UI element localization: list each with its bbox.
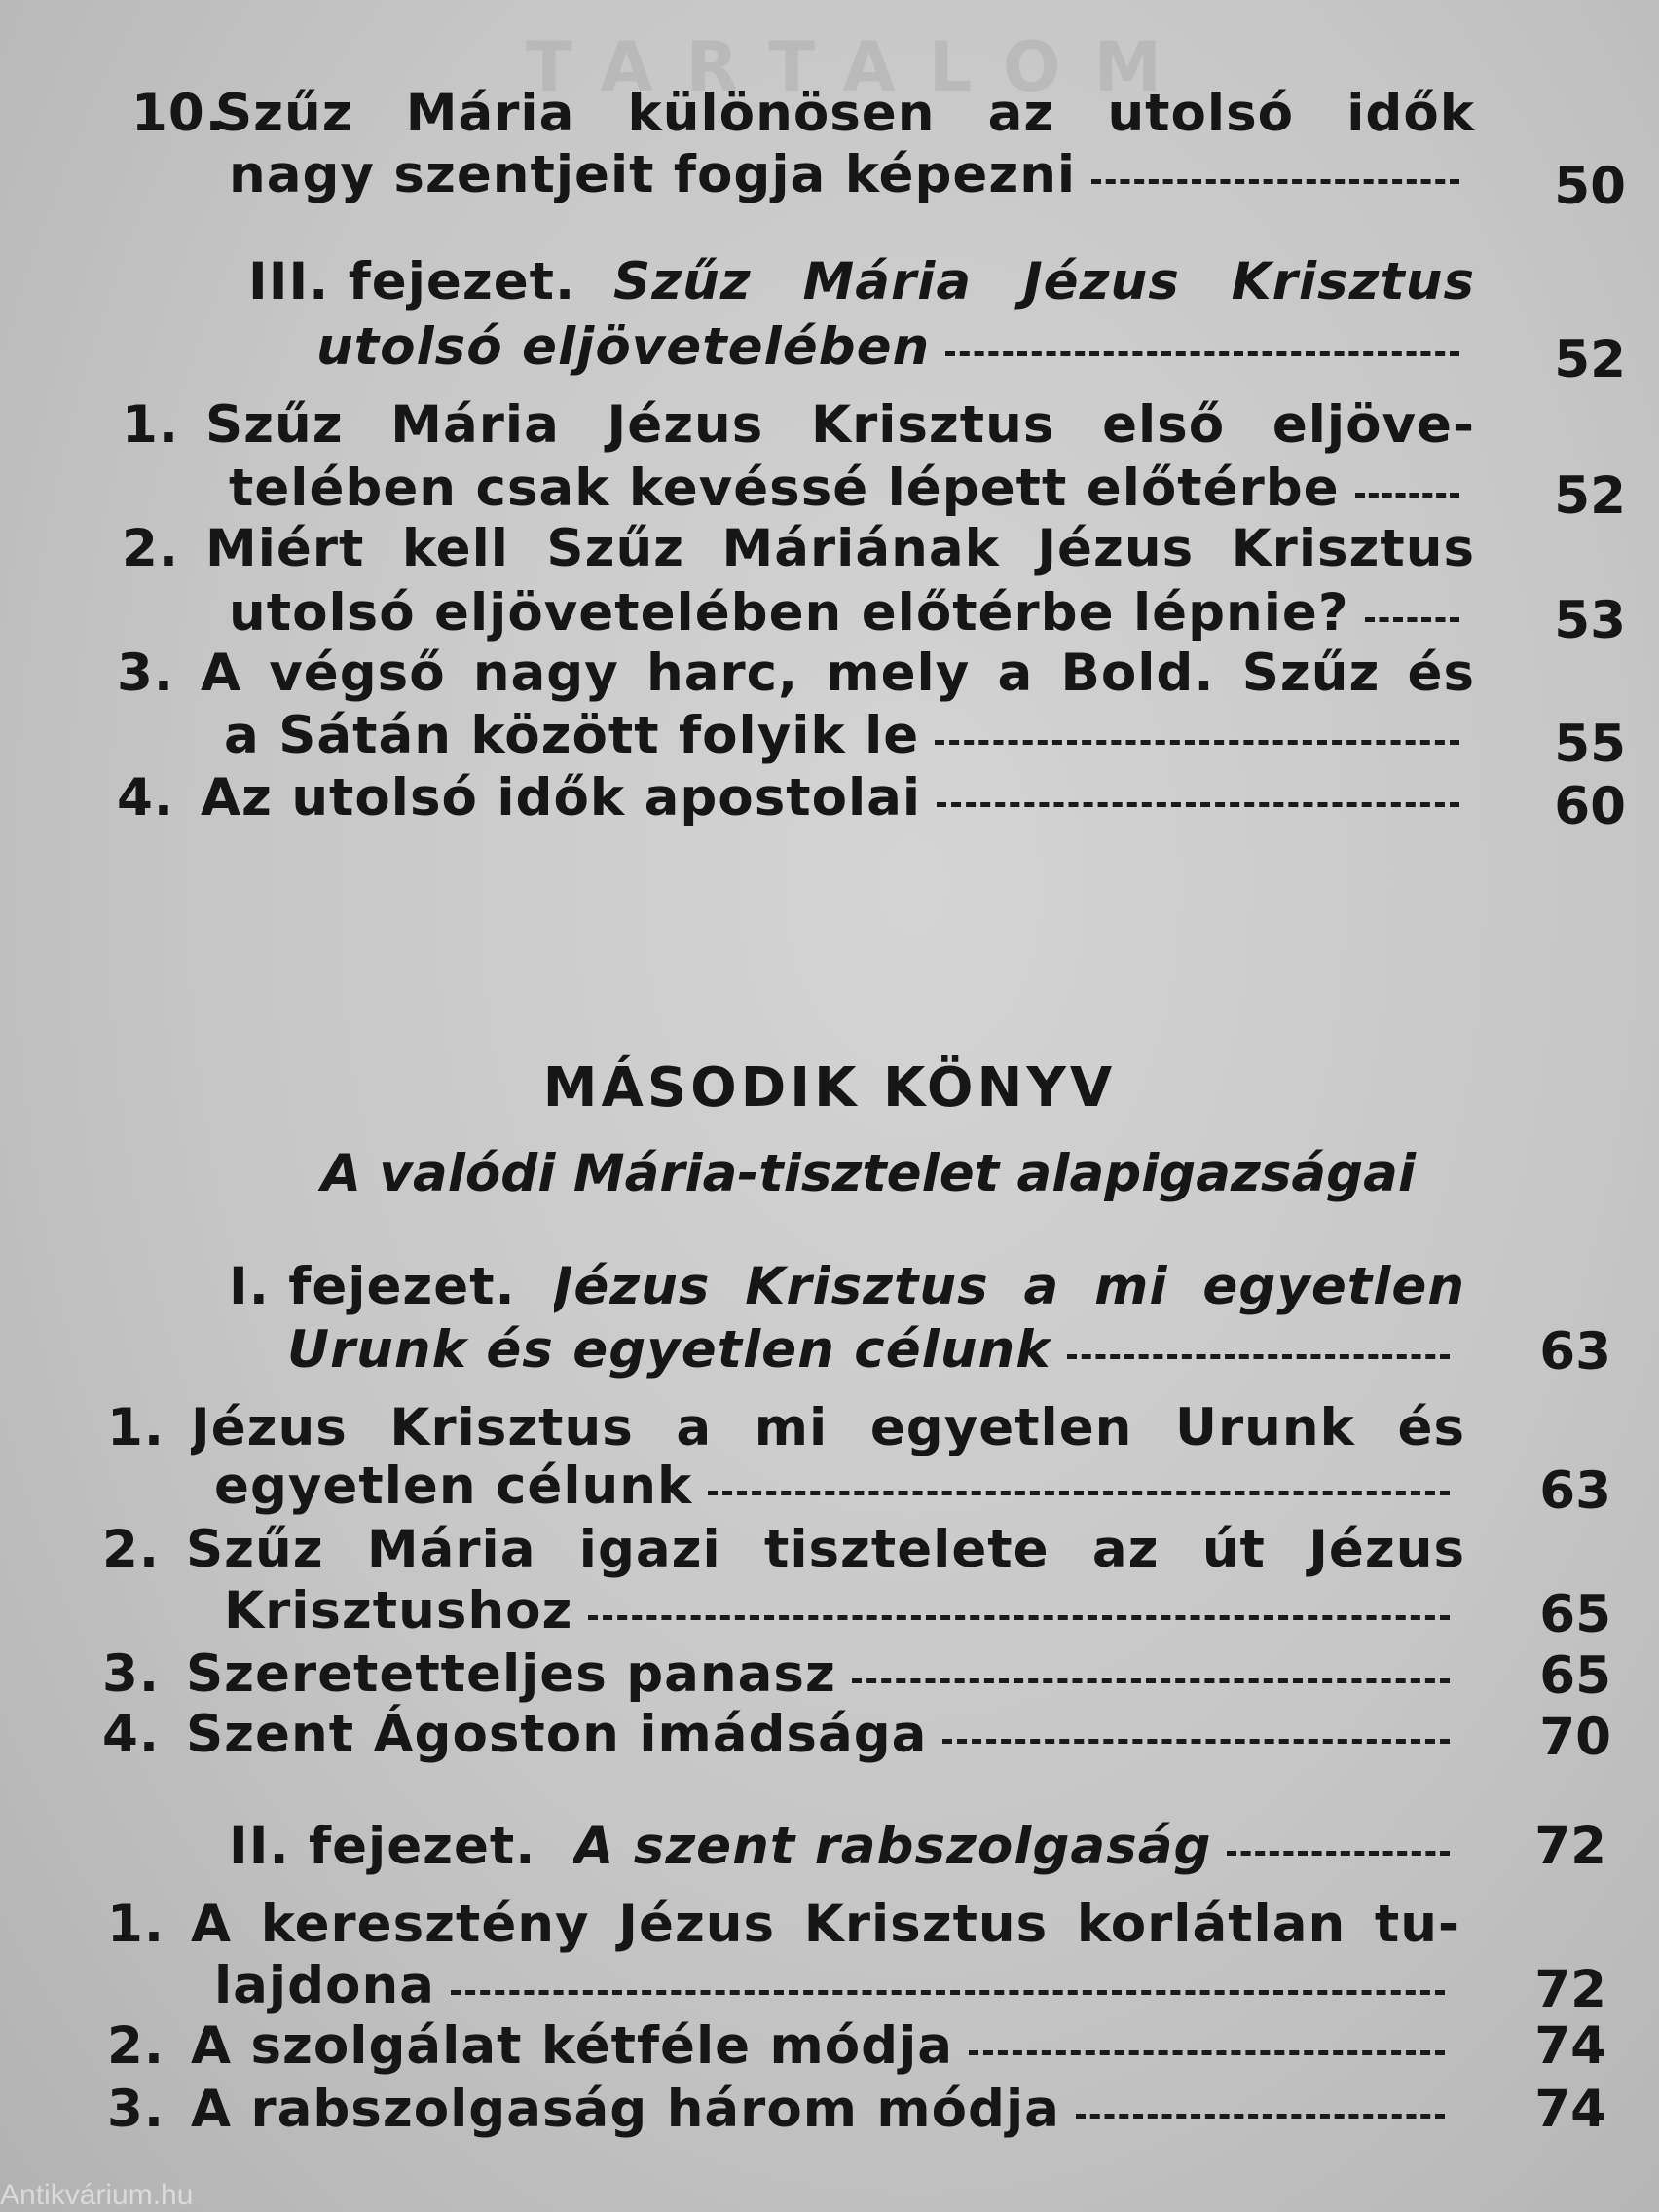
dash-leader [942, 1739, 1450, 1744]
toc-entry: 2. Szűz Mária igazi tisztelete az út Jézus [102, 1520, 1465, 1579]
toc-entry-cont: lajdona [214, 1955, 1460, 2017]
dash-leader [1067, 1354, 1450, 1359]
chapter-title: Urunk és egyetlen célunk [287, 1320, 1051, 1380]
page-number: 72 [1534, 1817, 1606, 1876]
page-number: 52 [1554, 466, 1626, 526]
toc-entry: 1. A keresztény Jézus Krisztus korlátlan tu- [107, 1895, 1460, 1954]
toc-entry-text: nagy szentjeit fogja képezni [229, 145, 1077, 204]
toc-entry-10-cont [229, 144, 1475, 206]
chapter-heading [248, 251, 1475, 313]
dash-leader [852, 1678, 1450, 1683]
dash-leader [935, 740, 1459, 745]
page-number: 50 [1554, 157, 1626, 216]
toc-entry: 3. A végső nagy harc, mely a Bold. Szűz és [117, 644, 1475, 703]
toc-entry-text: Szűz Mária különösen az utolsó idők [215, 84, 1475, 143]
bleed-through-header: TARTALOM [526, 27, 1196, 107]
toc-entry-cont: a Sátán között folyik le [224, 705, 1475, 767]
chapter-title: Jézus Krisztus a mi egyetlen [553, 1257, 1465, 1316]
toc-entry: 2. A szolgálat kétféle módja [107, 2015, 1460, 2078]
dash-leader [969, 2050, 1445, 2055]
toc-entry-10: 10. Szűz Mária különösen az utolsó idők [131, 84, 1475, 143]
dash-leader [1227, 1851, 1450, 1856]
dash-leader [937, 802, 1459, 807]
chapter-heading [229, 1256, 1465, 1318]
chapter-label: II. fejezet. [229, 1817, 536, 1876]
page-number: 63 [1539, 1322, 1611, 1382]
dash-leader [1355, 493, 1459, 498]
dash-leader [1076, 2114, 1445, 2119]
chapter-heading [229, 1816, 1465, 1878]
dash-leader [588, 1615, 1450, 1620]
page-number: 74 [1534, 2080, 1606, 2139]
toc-entry-cont: telében csak kevéssé lépett előtérbe [229, 458, 1475, 520]
toc-entry: 1. Jézus Krisztus a mi egyetlen Urunk és [107, 1398, 1465, 1457]
dash-leader [1091, 179, 1459, 184]
chapter-heading-cont [316, 316, 1475, 379]
dash-leader [451, 1990, 1445, 1995]
page-number: 55 [1554, 715, 1626, 774]
chapter-title: Szűz Mária Jézus Krisztus [613, 252, 1475, 312]
page-number: 60 [1554, 777, 1626, 836]
toc-entry: 4. Szent Ágoston imádsága [102, 1704, 1465, 1766]
toc-entry: 2. Miért kell Szűz Máriának Jézus Krisztus [122, 519, 1475, 578]
chapter-label: I. fejezet. [229, 1257, 516, 1316]
page-number: 65 [1539, 1585, 1611, 1644]
book-subtitle: A valódi Mária-tisztelet alapigazságai [320, 1144, 1417, 1203]
chapter-title: A szent rabszolgaság [573, 1817, 1212, 1876]
toc-entry-cont: utolsó eljövetelében előtérbe lépnie? [229, 582, 1475, 645]
watermark: Antikvárium.hu [0, 2179, 194, 2211]
toc-entry-cont: egyetlen célunk [214, 1456, 1465, 1518]
page-number: 52 [1554, 330, 1626, 389]
toc-entry: 1. Szűz Mária Jézus Krisztus első eljöve- [122, 395, 1475, 455]
dash-leader [708, 1491, 1450, 1495]
page-number: 72 [1534, 1960, 1606, 2019]
page-number: 70 [1539, 1708, 1611, 1767]
toc-entry: 3. A rabszolgaság három módja [107, 2079, 1460, 2141]
book-title: MÁSODIK KÖNYV [542, 1056, 1117, 1120]
toc-entry-cont: Krisztushoz [224, 1580, 1465, 1642]
page-number: 65 [1539, 1646, 1611, 1706]
chapter-title: utolsó eljövetelében [316, 317, 931, 377]
chapter-heading-cont [287, 1319, 1465, 1382]
dash-leader [1365, 617, 1459, 622]
toc-entry: 4. Az utolsó idők apostolai [117, 767, 1475, 830]
dash-leader [945, 351, 1459, 356]
page-number: 53 [1554, 591, 1626, 650]
toc-entry: 3. Szeretetteljes panasz [102, 1643, 1465, 1706]
chapter-label: III. fejezet. [248, 252, 576, 312]
page-number: 63 [1539, 1461, 1611, 1521]
page-number: 74 [1534, 2016, 1606, 2076]
